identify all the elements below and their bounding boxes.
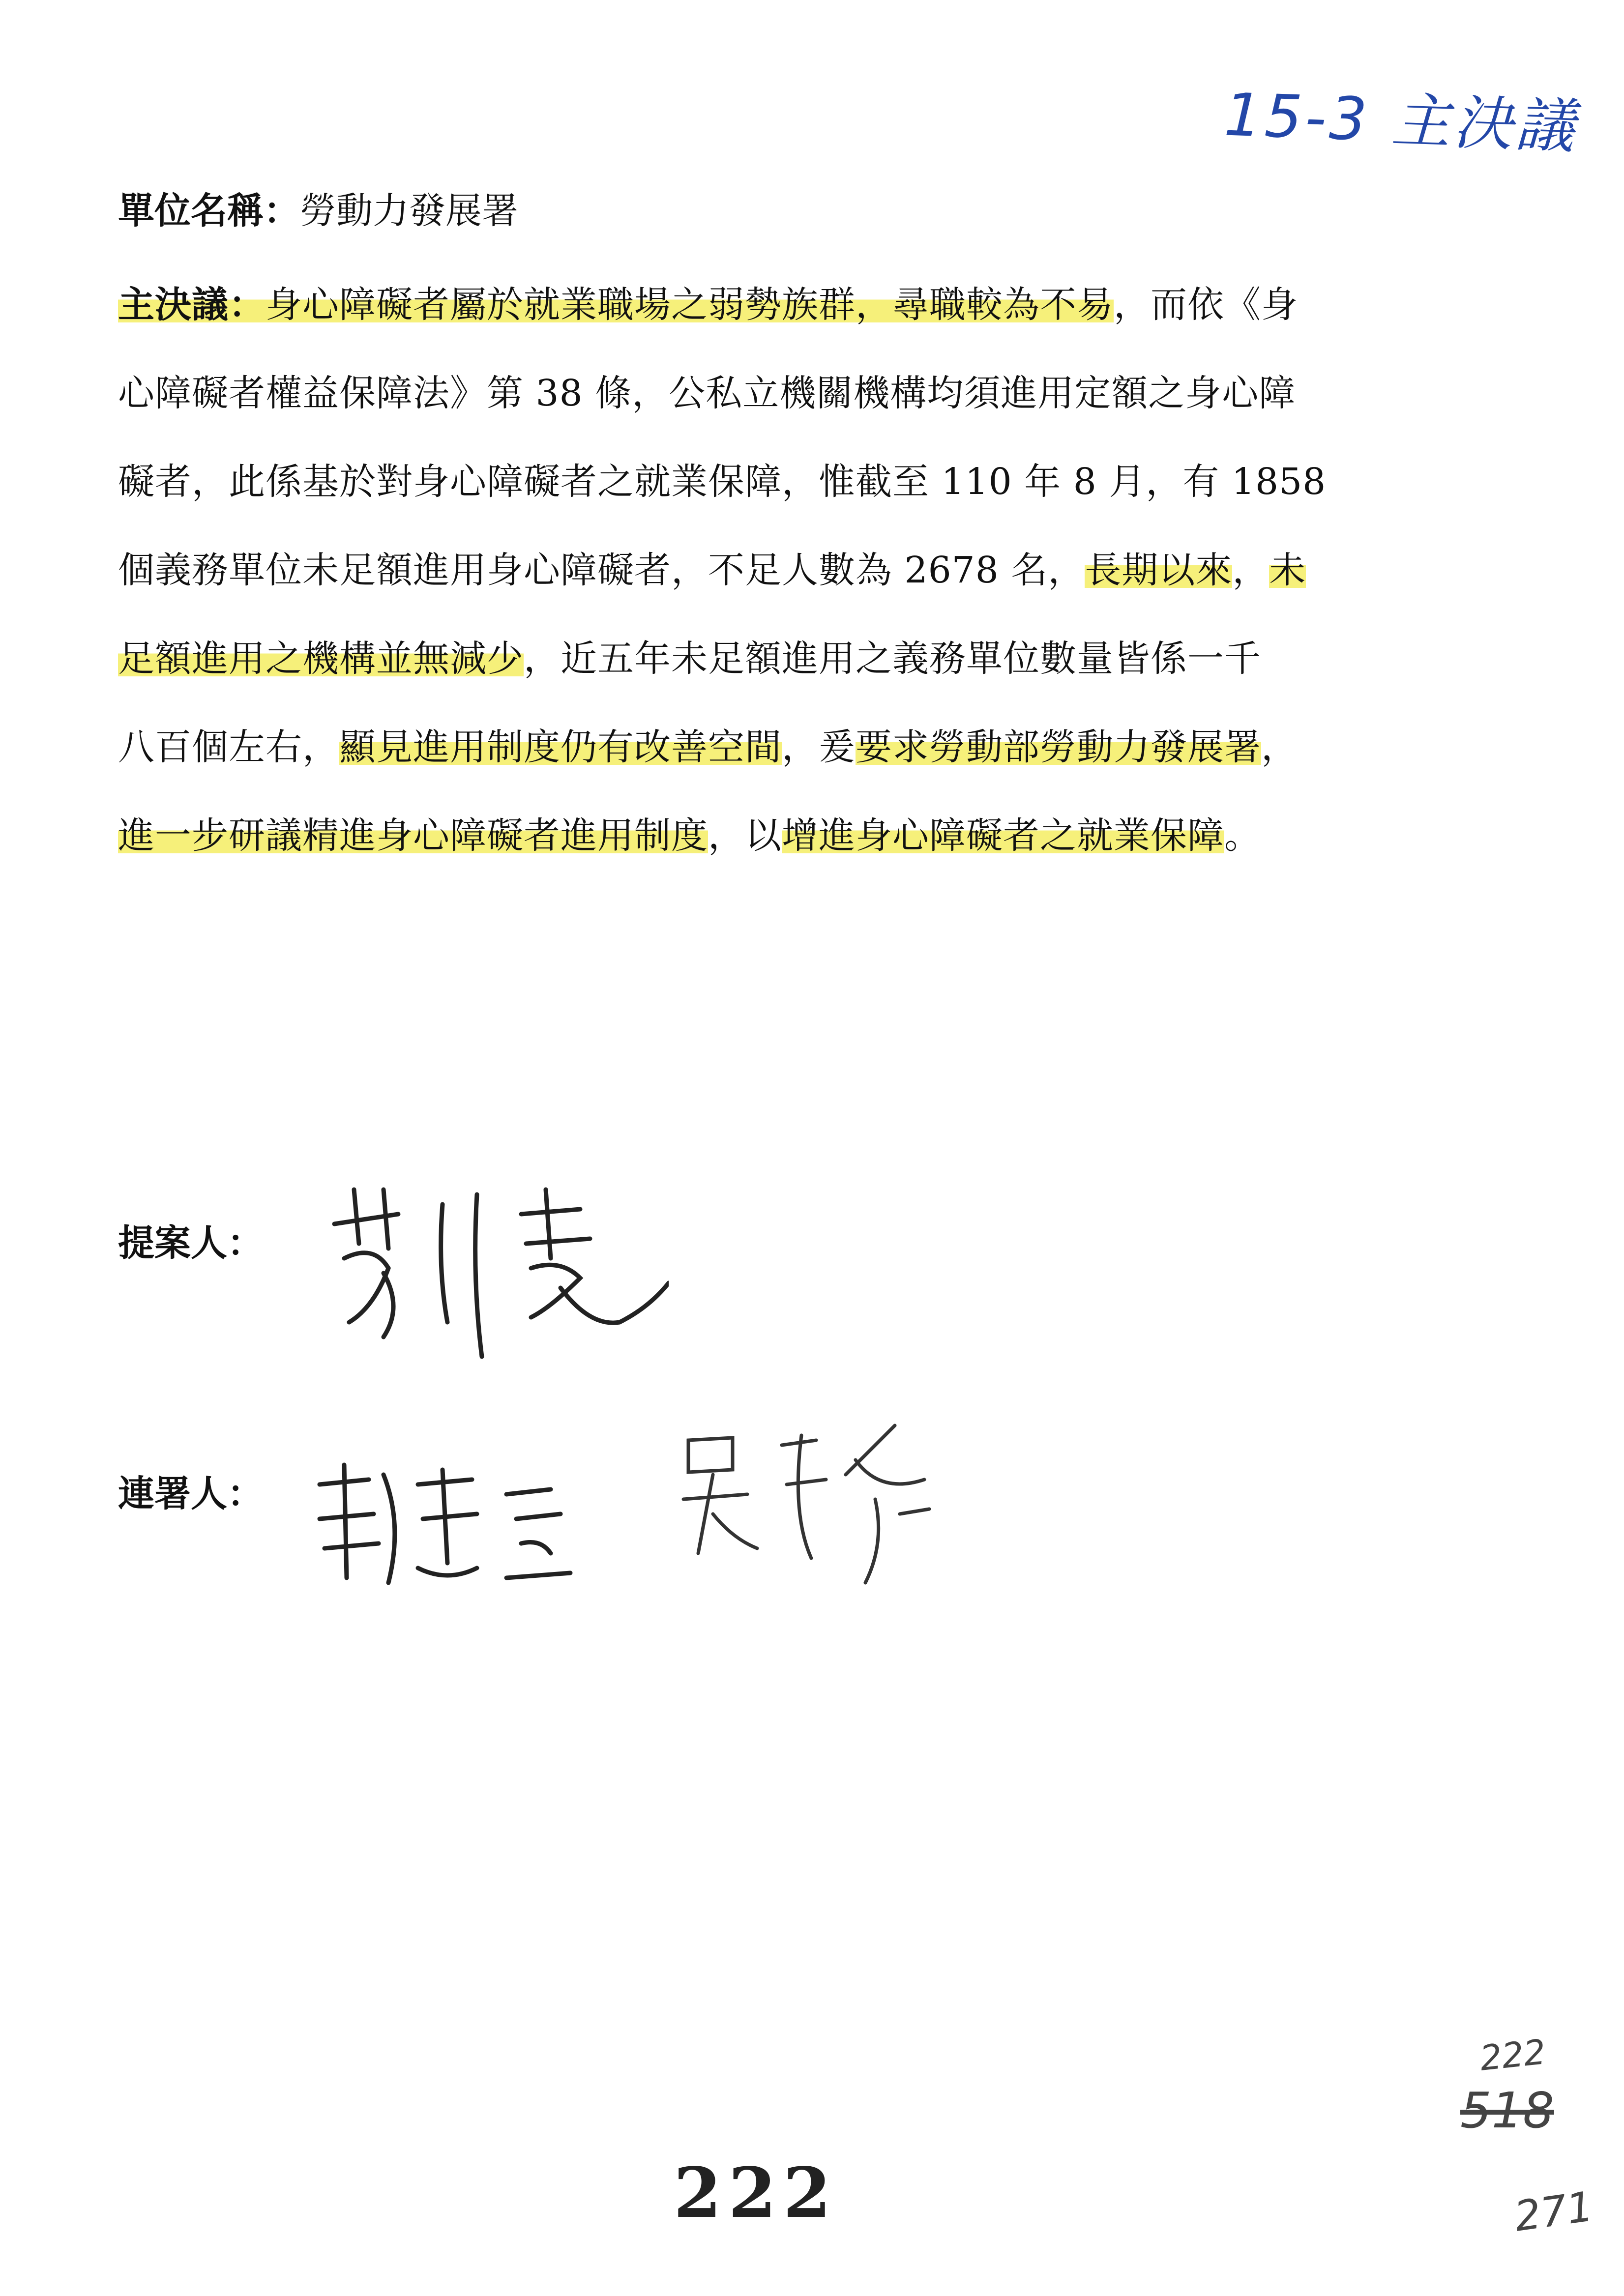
margin-number-top: 222 — [1478, 2032, 1548, 2079]
body-text: 。 — [1224, 814, 1261, 857]
page-number: 222 — [674, 2153, 838, 2234]
highlighted-text: 顯見進用制度仍有改善空間 — [339, 726, 782, 768]
proposer-label: 提案人： — [118, 1222, 264, 1264]
resolution-line — [118, 526, 1495, 614]
highlighted-text: 進一步研議精進身心障礙者進用制度 — [118, 814, 708, 857]
highlighted-text: 長期以來 — [1085, 549, 1233, 591]
highlighted-text: 身心障礙者屬於就業職場之弱勢族群，尋職較為不易 — [266, 284, 1114, 326]
resolution-line — [118, 703, 1495, 791]
resolution-line — [118, 791, 1495, 880]
resolution-line — [118, 349, 1495, 437]
unit-name-line — [118, 182, 518, 234]
body-text: ， — [1261, 726, 1298, 768]
unit-label: 單位名稱： — [118, 190, 300, 232]
proposer-signature — [315, 1160, 669, 1366]
highlighted-text: 足額進用之機構並無減少 — [118, 638, 524, 680]
body-text: ，近五年未足額進用之義務單位數量皆係一千 — [524, 638, 1261, 680]
body-text: ，爰 — [782, 726, 856, 768]
highlighted-text: 未 — [1269, 549, 1306, 591]
body-text: 心障礙者權益保障法》第 38 條，公私立機關機構均須進用定額之身心障 — [118, 372, 1296, 414]
body-text: 礙者，此係基於對身心障礙者之就業保障，惟截至 110 年 8 月，有 1858 — [118, 461, 1327, 503]
cosigner-label: 連署人： — [118, 1473, 264, 1515]
margin-number-middle: 518 — [1460, 2082, 1554, 2139]
cosigner-signature-1 — [305, 1455, 580, 1602]
highlighted-text: 增進身心障礙者之就業保障 — [782, 814, 1224, 857]
resolution-line — [118, 614, 1495, 703]
resolution-line — [118, 261, 1495, 349]
handwritten-corner-note: 15-3 主決議 — [1223, 81, 1579, 162]
margin-number-bottom: 271 — [1511, 2182, 1596, 2241]
body-text: ，而依《身 — [1114, 284, 1298, 326]
unit-value: 勞動力發展署 — [300, 190, 518, 232]
resolution-body — [118, 261, 1495, 880]
body-text: 八百個左右， — [118, 726, 339, 768]
resolution-label: 主決議： — [118, 284, 266, 326]
resolution-line — [118, 437, 1495, 526]
body-text: 個義務單位未足額進用身心障礙者，不足人數為 2678 名， — [118, 549, 1085, 591]
cosigner-signature-2 — [669, 1416, 944, 1602]
highlighted-text: 要求勞動部勞動力發展署 — [856, 726, 1261, 768]
body-text: ， — [1232, 549, 1270, 591]
body-text: ，以 — [708, 814, 782, 857]
